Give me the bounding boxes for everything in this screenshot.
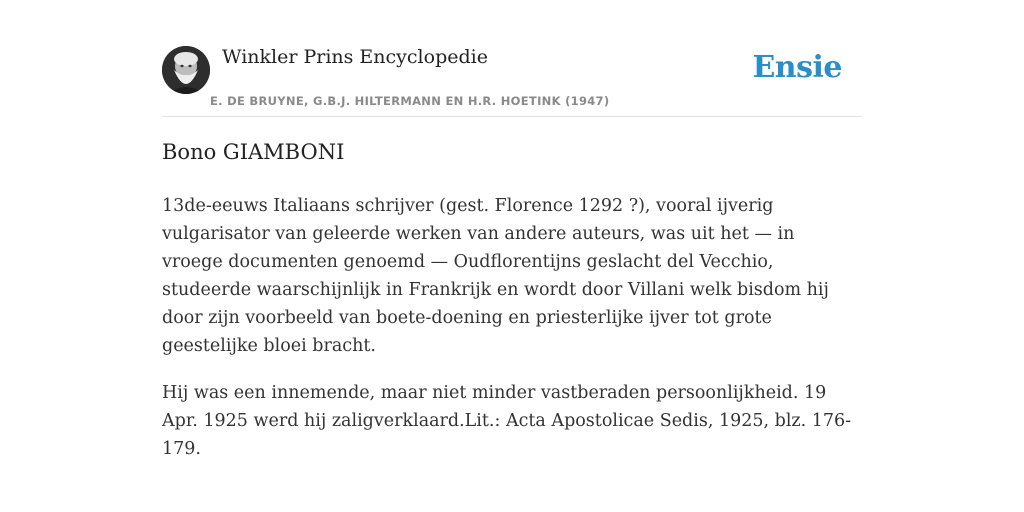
author-portrait-icon[interactable] xyxy=(162,46,210,94)
article-paragraph-2: Hij was een innemende, maar niet minder vastberaden persoonlijkheid. 19 Apr. 1925 werd hij zaligverklaard.Lit.: Acta Apostolicae Sedis, 1925, blz. 176-179. xyxy=(162,383,852,459)
page-container xyxy=(162,0,862,459)
article-paragraph-1: 13de-eeuws Italiaans schrijver (gest. Florence 1292 ?), vooral ijverig vulgarisator van geleerde werken van andere auteurs, was uit het — in vroege documenten genoemd — Oudflorentijns geslacht del Vecchio, studeerde waarschijnlijk in Frankrijk en wordt door Villani welk bisdom hij door zijn voorbeeld van boete-doening en priesterlijke ijver tot grote geestelijke bloei bracht. xyxy=(162,196,829,356)
editors-byline: E. DE BRUYNE, G.B.J. HILTERMANN EN H.R. HOETINK (1947) xyxy=(210,94,610,108)
article-title: Bono GIAMBONI xyxy=(162,140,345,164)
site-title-link[interactable]: Winkler Prins Encyclopedie xyxy=(222,46,488,68)
site-header xyxy=(162,0,862,117)
ensie-logo-link[interactable]: Ensie xyxy=(752,50,842,85)
article-body xyxy=(162,192,852,482)
